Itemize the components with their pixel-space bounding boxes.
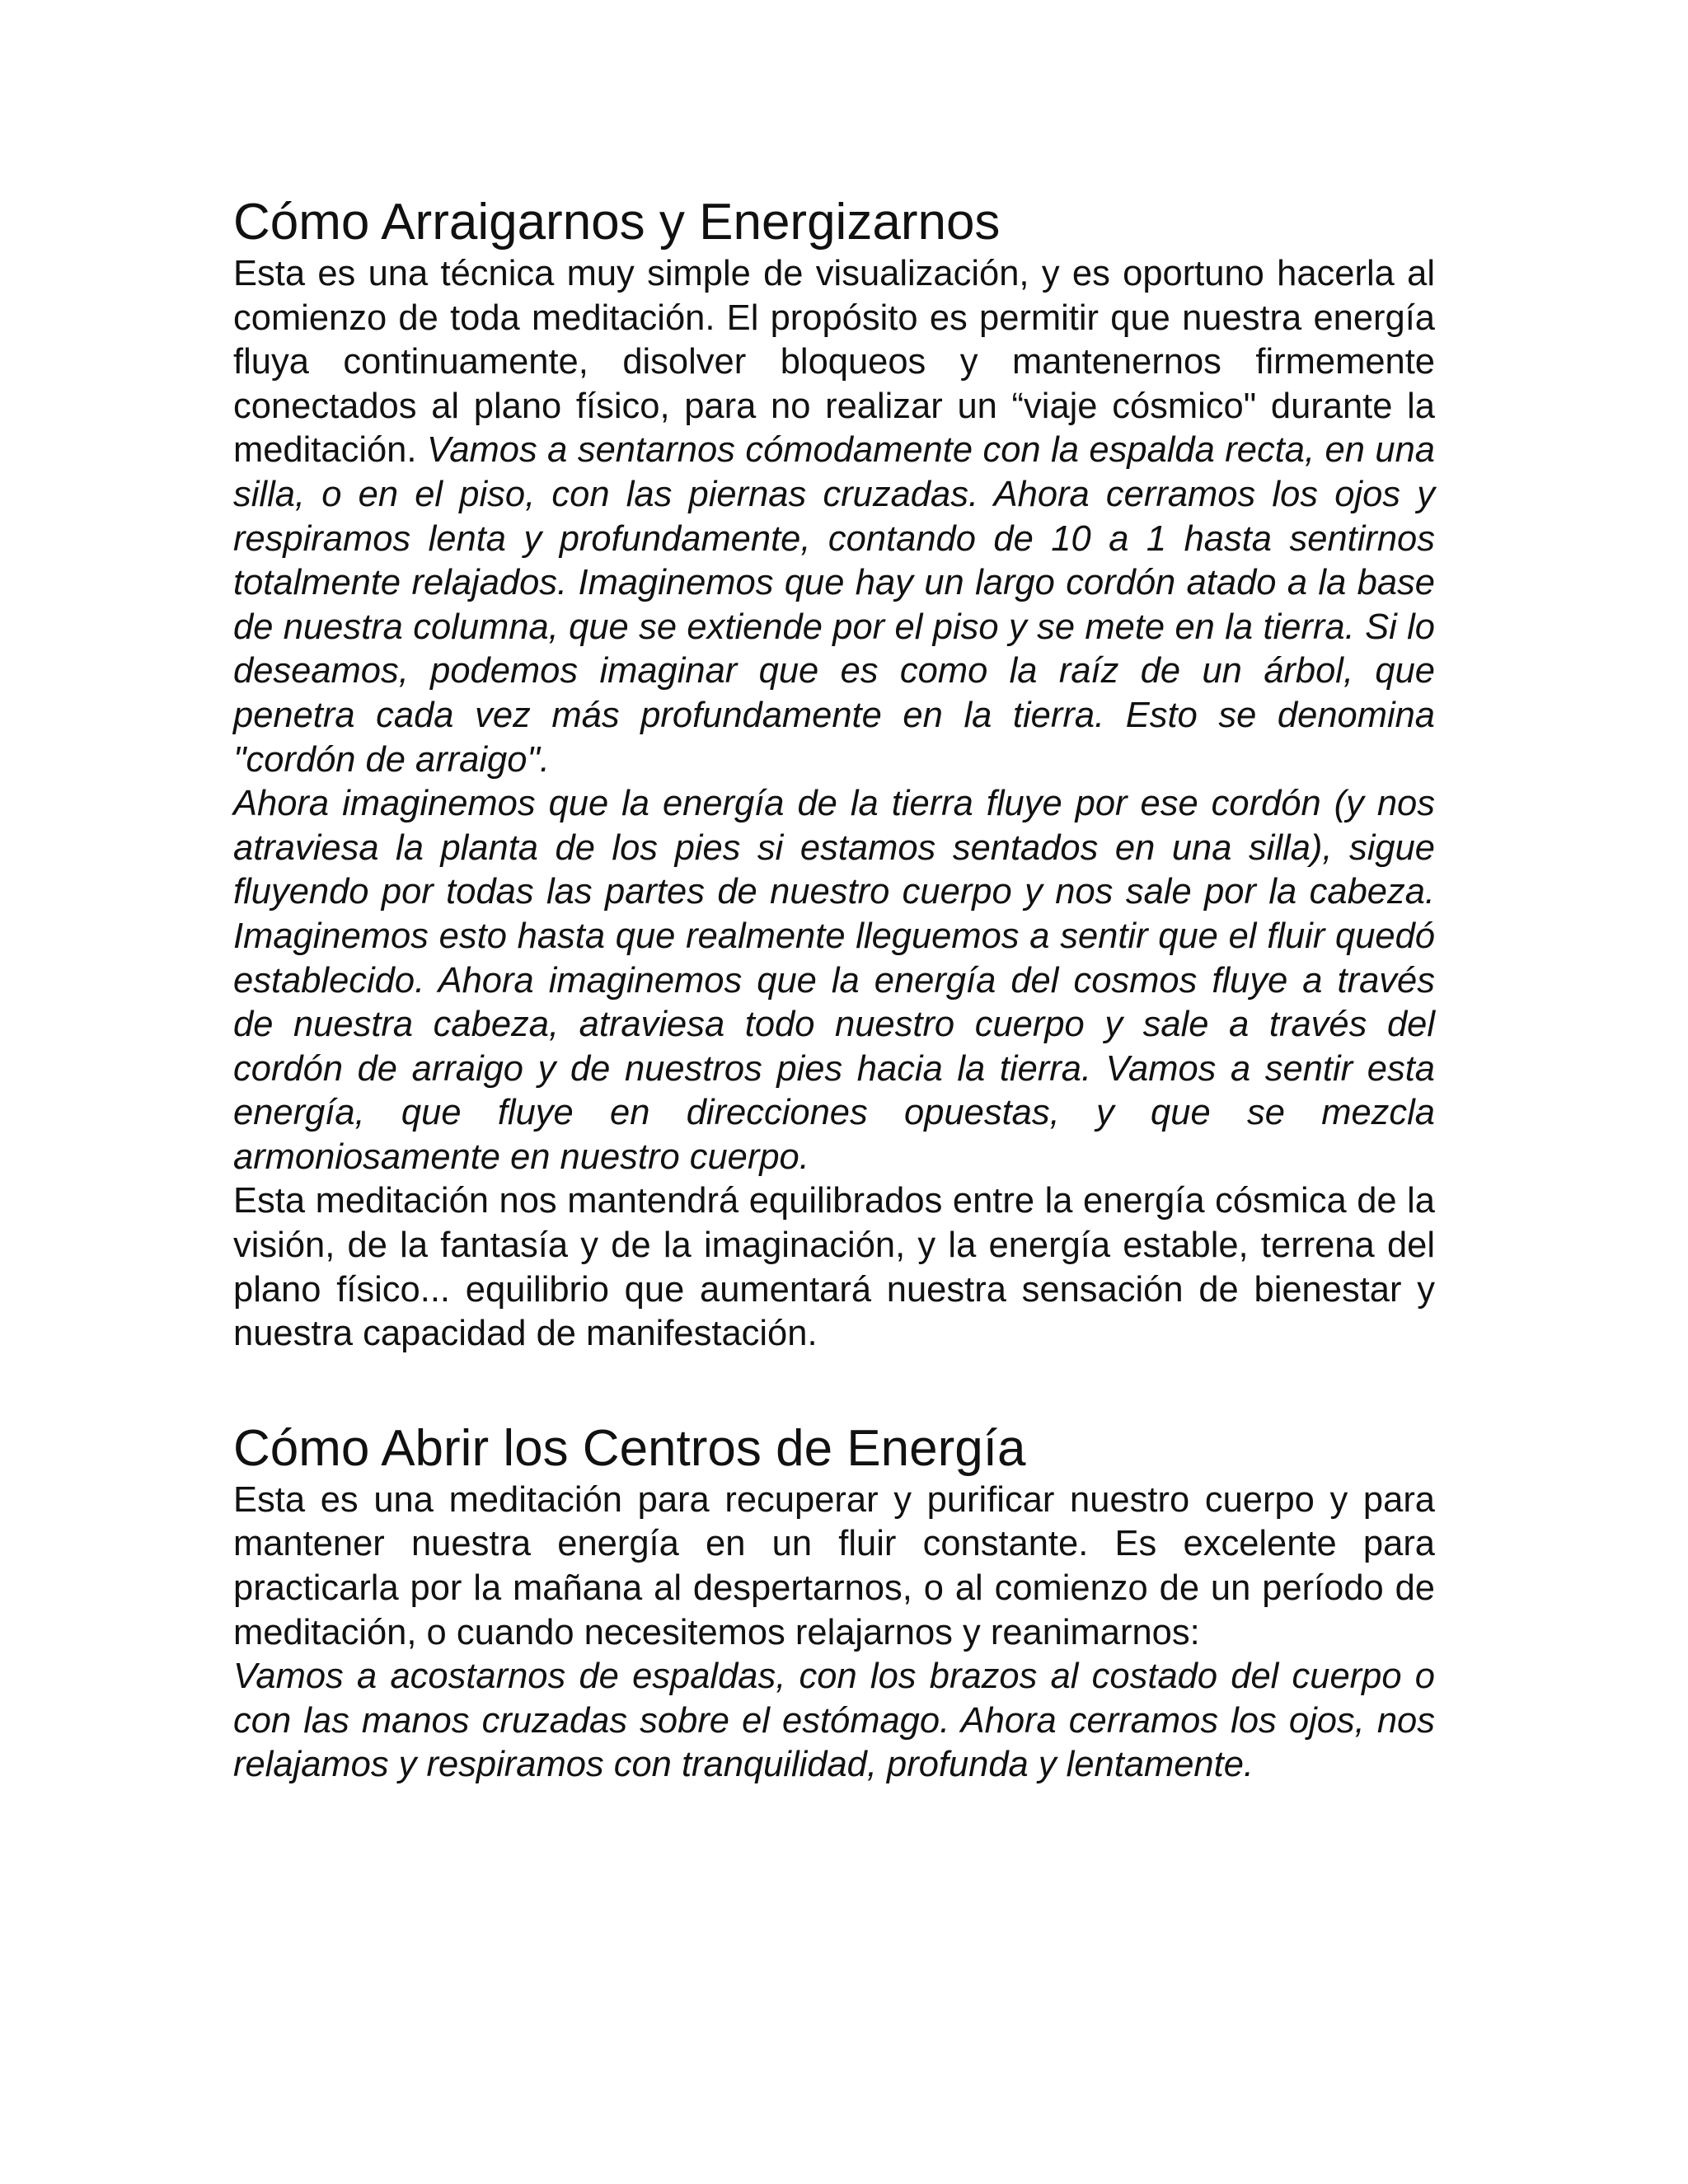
paragraph-text: Esta es una meditación para recuperar y purificar nuestro cuerpo y para mantener nuestra energía en un fluir constante. Es excelente para practicarla por la mañana al despertarnos, o al comienzo de un período de meditación, o cuando necesitemos relajarnos y reanimarnos:: [233, 1479, 1435, 1652]
paragraph-text: Esta es una técnica muy simple de visualización, y es oportuno hacerla al comienzo de toda meditación. El propósito es permitir que nuestra energía fluya continuamente, disolver bloqueos y mantenernos firmemente conectados al plano físico, para no realizar un “viaje cósmico" durante la meditación.: [233, 254, 1435, 471]
paragraph-italic-text: Ahora imaginemos que la energía de la tierra fluye por ese cordón (y nos atraviesa la planta de los pies si estamos sentados en una silla), sigue fluyendo por todas las partes de nuestro cuerpo y nos sale por la cabeza. Imaginemos esto hasta que realmente lleguemos a sentir que el fluir quedó establecido. Ahora imaginemos que la energía del cosmos fluye a través de nuestra cabeza, atraviesa todo nuestro cuerpo y sale a través del cordón de arraigo y de nuestros pies hacia la tierra. Vamos a sentir esta energía, que fluye en direcciones opuestas, y que se mezcla armoniosamente en nuestro cuerpo.: [233, 784, 1435, 1177]
section-centros-energia: [233, 1419, 1435, 1788]
paragraph-italic-text: Vamos a sentarnos cómodamente con la espalda recta, en una silla, o en el piso, con las piernas cruzadas. Ahora cerramos los ojos y respiramos lenta y profundamente, contando de 10 a 1 hasta sentirnos totalmente relajados. Imaginemos que hay un largo cordón atado a la base de nuestra columna, que se extiende por el piso y se mete en la tierra. Si lo deseamos, podemos imaginar que es como la raíz de un árbol, que penetra cada vez más profundamente en la tierra. Esto se denomina "cordón de arraigo".: [233, 430, 1435, 780]
paragraph: [233, 1479, 1435, 1655]
section-title: Cómo Abrir los Centros de Energía: [233, 1419, 1026, 1477]
paragraph-text: Esta meditación nos mantendrá equilibrados entre la energía cósmica de la visión, de la fantasía y de la imaginación, y la energía estable, terrena del plano físico... equilibrio que aumentará nuestra sensación de bienestar y nuestra capacidad de manifestación.: [233, 1181, 1435, 1354]
section-arraigarnos: [233, 193, 1435, 1357]
paragraph: [233, 782, 1435, 1179]
section-title: Cómo Arraigarnos y Energizarnos: [233, 194, 1001, 251]
document-body: [233, 193, 1435, 1788]
paragraph: [233, 1179, 1435, 1356]
paragraph: [233, 1655, 1435, 1788]
paragraph-italic-text: Vamos a acostarnos de espaldas, con los brazos al costado del cuerpo o con las manos cruzadas sobre el estómago. Ahora cerramos los ojos, nos relajamos y respiramos con tranquilidad, profunda y lentamente.: [233, 1657, 1435, 1785]
paragraph: [233, 252, 1435, 782]
